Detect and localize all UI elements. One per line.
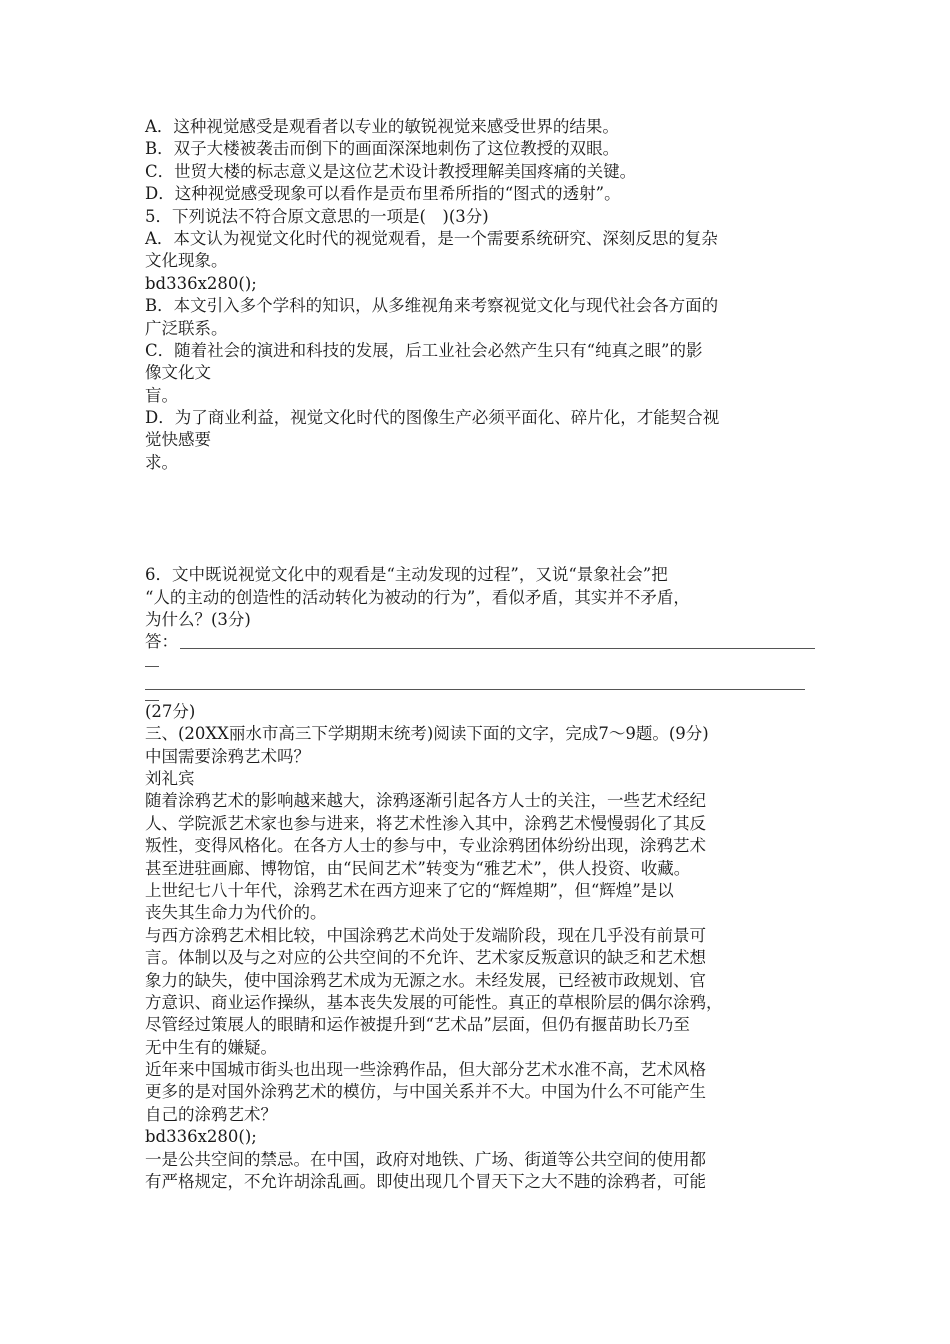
- article-title: 中国需要涂鸦艺术吗？: [145, 746, 310, 766]
- q5-option-a-line1: A．本文认为视觉文化时代的视觉观看，是一个需要系统研究、深刻反思的复杂: [145, 228, 718, 248]
- answer-line-2[interactable]: [145, 689, 805, 690]
- article-author: 刘礼宾: [145, 768, 195, 788]
- ad-placeholder: bd336x280();: [145, 273, 257, 293]
- para2-line5: 尽管经过策展人的眼睛和运作被提升到“艺术品”层面，但仍有揠苗助长乃至: [145, 1015, 690, 1035]
- para4-line2: 有严格规定，不允许胡涂乱画。即使出现几个冒天下之大不韪的涂鸦者，可能: [145, 1172, 706, 1192]
- q5-option-b-line1: B．本文引入多个学科的知识，从多维视角来考察视觉文化与现代社会各方面的: [145, 296, 719, 316]
- q5-option-c-line1: C．随着社会的演进和科技的发展，后工业社会必然产生只有“纯真之眼”的影: [145, 340, 703, 360]
- q5-option-d-line3: 求。: [145, 452, 178, 472]
- q5-option-c-line3: 盲。: [145, 385, 178, 405]
- para2-line3: 象力的缺失，使中国涂鸦艺术成为无源之水。未经发展，已经被市政规划、官: [145, 970, 706, 990]
- answer-line[interactable]: [180, 648, 815, 649]
- para2-line4: 方意识、商业运作操纵，基本丧失发展的可能性。真正的草根阶层的偶尔涂鸦，: [145, 992, 723, 1012]
- answer-line-tail-2: [145, 690, 159, 701]
- para2-line1: 与西方涂鸦艺术相比较，中国涂鸦艺术尚处于发端阶段，现在几乎没有前景可: [145, 925, 706, 945]
- blank-space: [145, 474, 815, 564]
- para1-line3: 叛性，变得风格化。在各方人士的参与中，专业涂鸦团体纷纷出现，涂鸦艺术: [145, 836, 706, 856]
- para1-line1: 随着涂鸦艺术的影响越来越大，涂鸦逐渐引起各方人士的关注，一些艺术经纪: [145, 791, 706, 811]
- q6-stem-line2: “人的主动的创造性的活动转化为被动的行为”，看似矛盾，其实并不矛盾，: [145, 587, 690, 607]
- q5-option-d-line1: D．为了商业利益，视觉文化时代的图像生产必须平面化、碎片化，才能契合视: [145, 408, 720, 428]
- document-page: [145, 116, 815, 1193]
- q6-answer-row[interactable]: [145, 631, 815, 653]
- para3-line3: 自己的涂鸦艺术？: [145, 1104, 277, 1124]
- q5-option-d-line2: 觉快感要: [145, 430, 211, 450]
- section-score: (27分): [145, 701, 196, 721]
- para2-line6: 无中生有的嫌疑。: [145, 1037, 277, 1057]
- q6-stem-line1: 6．文中既说视觉文化中的观看是“主动发现的过程”，又说“景象社会”把: [145, 565, 668, 585]
- ad-placeholder-2: bd336x280();: [145, 1127, 257, 1147]
- q5-stem: 5．下列说法不符合原文意思的一项是( )(3分): [145, 206, 489, 226]
- para2-line2: 言。体制以及与之对应的公共空间的不允许、艺术家反叛意识的缺乏和艺术想: [145, 948, 706, 968]
- q5-option-a-line2: 文化现象。: [145, 251, 228, 271]
- q6-stem-line3: 为什么？(3分): [145, 610, 251, 630]
- para4-line1: 一是公共空间的禁忌。在中国，政府对地铁、广场、街道等公共空间的使用都: [145, 1149, 706, 1169]
- para1-line4: 甚至进驻画廊、博物馆，由“民间艺术”转变为“雅艺术”，供人投资、收藏。: [145, 858, 691, 878]
- q4-option-a: A．这种视觉感受是观看者以专业的敏锐视觉来感受世界的结果。: [145, 117, 619, 136]
- para3-line2: 更多的是对国外涂鸦艺术的模仿，与中国关系并不大。中国为什么不可能产生: [145, 1082, 706, 1102]
- answer-line-tail: [145, 654, 159, 667]
- para1-line2: 人、学院派艺术家也参与进来，将艺术性渗入其中，涂鸦艺术慢慢弱化了其反: [145, 813, 706, 833]
- q4-option-b: B．双子大楼被袭击而倒下的画面深深地刺伤了这位教授的双眼。: [145, 139, 620, 159]
- para1-line6: 丧失其生命力为代价的。: [145, 903, 327, 923]
- section-heading: 三、(20XX丽水市高三下学期期末统考)阅读下面的文字，完成7～9题。(9分): [145, 724, 709, 744]
- para3-line1: 近年来中国城市街头也出现一些涂鸦作品，但大部分艺术水准不高，艺术风格: [145, 1060, 706, 1080]
- q4-option-d: D．这种视觉感受现象可以看作是贡布里希所指的“图式的透射”。: [145, 184, 621, 204]
- q5-option-b-line2: 广泛联系。: [145, 318, 228, 338]
- q5-option-c-line2: 像文化文: [145, 363, 211, 383]
- answer-label: 答：: [145, 632, 178, 652]
- para1-line5: 上世纪七八十年代，涂鸦艺术在西方迎来了它的“辉煌期”，但“辉煌”是以: [145, 880, 674, 900]
- q4-option-c: C．世贸大楼的标志意义是这位艺术设计教授理解美国疼痛的关键。: [145, 161, 637, 181]
